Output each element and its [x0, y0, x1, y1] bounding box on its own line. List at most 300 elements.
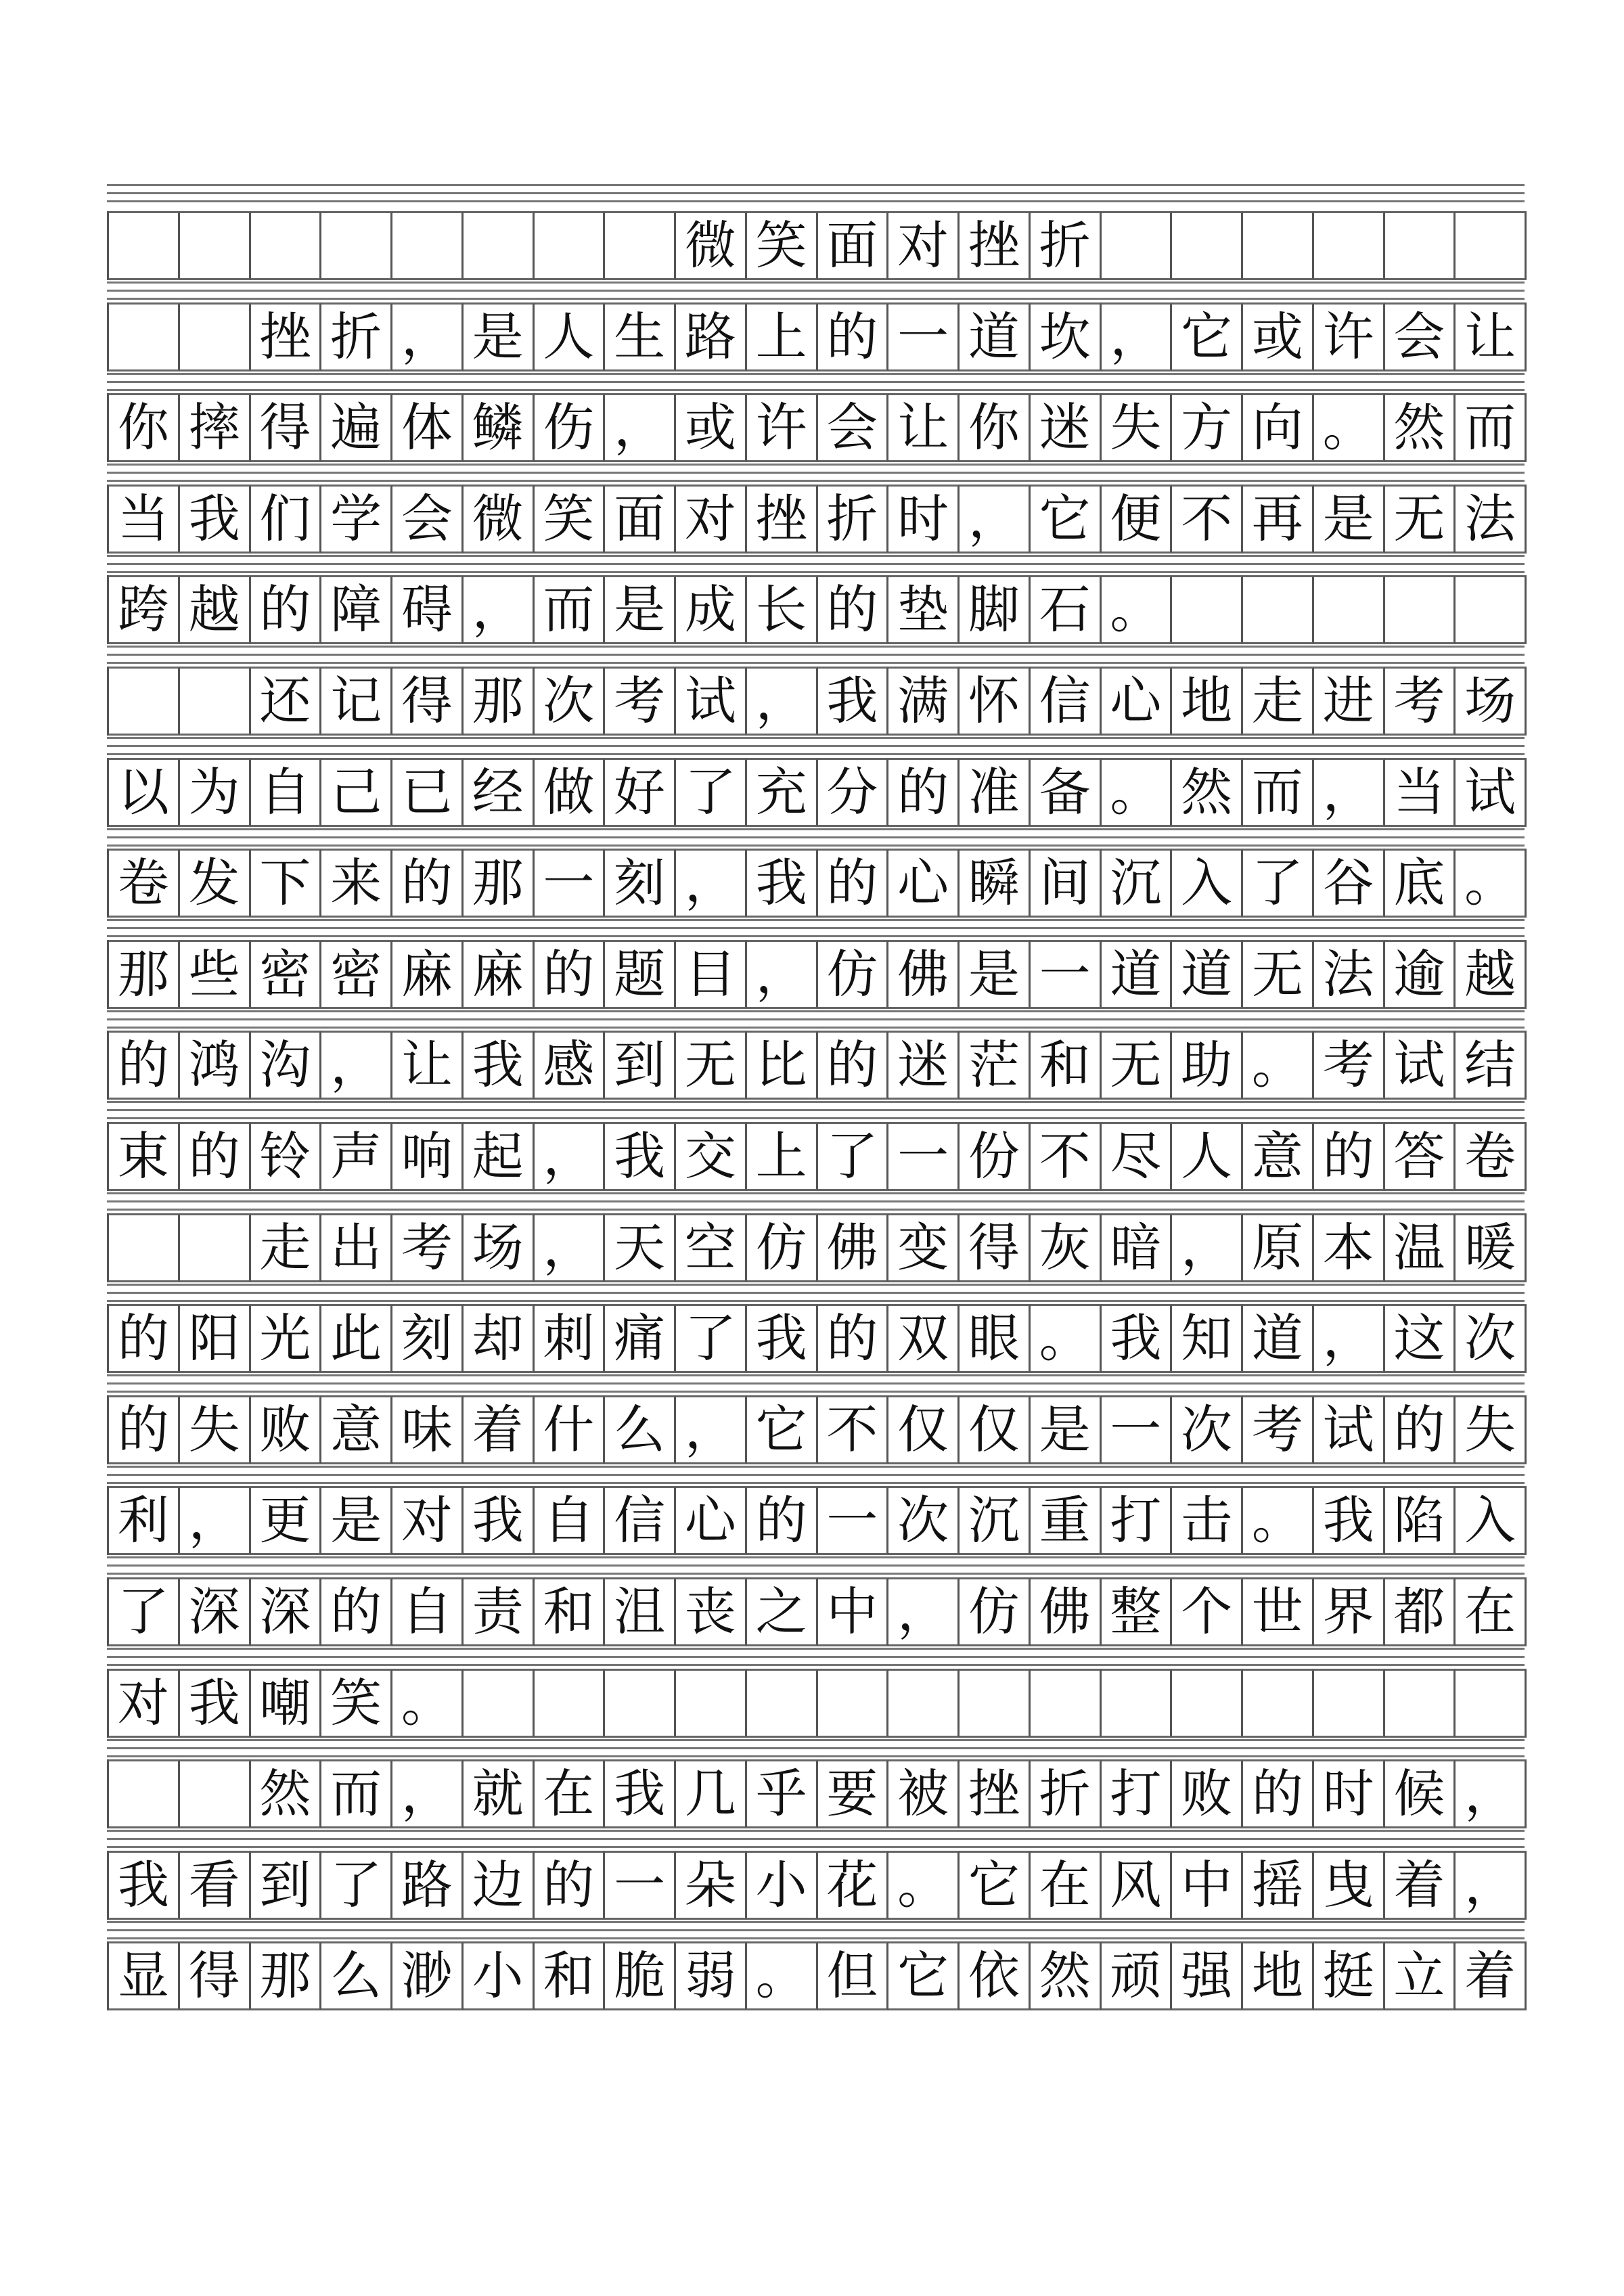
grid-cell: 深 — [180, 1577, 251, 1646]
grid-cell: 朵 — [676, 1851, 747, 1920]
grid-cell: 它 — [1031, 485, 1102, 554]
text-row — [107, 302, 1527, 372]
text-row — [107, 849, 1527, 918]
grid-cell: 己 — [321, 758, 392, 827]
text-row — [107, 758, 1527, 827]
grid-cell: 地 — [1172, 667, 1243, 736]
grid-cell: 无 — [1385, 485, 1456, 554]
grid-cell: 是 — [464, 302, 535, 372]
grid-cell: 责 — [464, 1577, 535, 1646]
text-row — [107, 393, 1527, 462]
grid-cell — [1102, 211, 1173, 280]
grid-cell: 交 — [676, 1122, 747, 1191]
grid-cell: 败 — [251, 1395, 322, 1464]
separator-lines — [107, 828, 1525, 847]
text-row — [107, 1851, 1527, 1920]
grid-cell: 弱 — [676, 1941, 747, 2010]
grid-cell: 题 — [605, 940, 676, 1009]
separator-lines — [107, 1284, 1525, 1303]
grid-cell: 入 — [1456, 1486, 1527, 1555]
grid-cell: 刻 — [605, 849, 676, 918]
grid-cell: 然 — [1385, 393, 1456, 462]
grid-cell: 了 — [676, 1304, 747, 1373]
grid-cell: 试 — [676, 667, 747, 736]
grid-cell: 束 — [109, 1122, 180, 1191]
grid-cell: 失 — [180, 1395, 251, 1464]
grid-cell: 打 — [1102, 1486, 1173, 1555]
grid-cell — [464, 211, 535, 280]
grid-cell: 次 — [1456, 1304, 1527, 1373]
grid-cell — [1456, 211, 1527, 280]
grid-cell — [1456, 1669, 1527, 1738]
grid-cell: 我 — [605, 1122, 676, 1191]
grid-cell: 面 — [818, 211, 889, 280]
grid-cell: 再 — [1243, 485, 1314, 554]
grid-cell: 考 — [392, 1213, 464, 1282]
grid-cell: 。 — [1031, 1304, 1102, 1373]
grid-cell: 自 — [535, 1486, 606, 1555]
grid-cell: 你 — [960, 393, 1031, 462]
text-row — [107, 1395, 1527, 1464]
grid-cell: 。 — [747, 1941, 818, 2010]
grid-cell: 底 — [1385, 849, 1456, 918]
grid-cell: 心 — [676, 1486, 747, 1555]
grid-cell: 击 — [1172, 1486, 1243, 1555]
grid-cell: 。 — [392, 1669, 464, 1738]
grid-cell: 而 — [1243, 758, 1314, 827]
grid-cell — [1385, 211, 1456, 280]
grid-cell: 知 — [1172, 1304, 1243, 1373]
grid-cell: ， — [1456, 1759, 1527, 1828]
grid-cell: 打 — [1102, 1759, 1173, 1828]
grid-cell: 要 — [818, 1759, 889, 1828]
grid-cell: ， — [888, 1577, 960, 1646]
grid-cell: ， — [1314, 1304, 1385, 1373]
grid-cell: 在 — [535, 1759, 606, 1828]
grid-cell — [1385, 575, 1456, 644]
grid-cell: 着 — [1385, 1851, 1456, 1920]
grid-cell: 是 — [605, 575, 676, 644]
grid-cell: 都 — [1385, 1577, 1456, 1646]
grid-cell: 会 — [392, 485, 464, 554]
text-row — [107, 667, 1527, 736]
separator-lines — [107, 555, 1525, 574]
grid-cell: 心 — [1102, 667, 1173, 736]
grid-cell: ， — [747, 667, 818, 736]
grid-cell — [180, 667, 251, 736]
grid-cell: ， — [1172, 1213, 1243, 1282]
grid-cell — [1314, 1669, 1385, 1738]
grid-cell: 会 — [818, 393, 889, 462]
grid-cell: 无 — [676, 1031, 747, 1100]
grid-cell: 摔 — [180, 393, 251, 462]
grid-cell: 做 — [535, 758, 606, 827]
grid-cell: 发 — [180, 849, 251, 918]
grid-cell: 在 — [1456, 1577, 1527, 1646]
grid-cell: 显 — [109, 1941, 180, 2010]
grid-cell: 一 — [1102, 1395, 1173, 1464]
grid-cell: 入 — [1172, 849, 1243, 918]
grid-cell — [605, 1669, 676, 1738]
grid-cell: 体 — [392, 393, 464, 462]
grid-cell: 光 — [251, 1304, 322, 1373]
text-row — [107, 1486, 1527, 1555]
grid-cell: 的 — [109, 1031, 180, 1100]
grid-cell — [818, 1669, 889, 1738]
grid-cell: 无 — [1102, 1031, 1173, 1100]
grid-cell: 向 — [1243, 393, 1314, 462]
grid-cell: 。 — [1456, 849, 1527, 918]
separator-lines — [107, 282, 1525, 300]
grid-cell: 而 — [535, 575, 606, 644]
grid-cell: 强 — [1172, 1941, 1243, 2010]
grid-cell: 温 — [1385, 1213, 1456, 1282]
grid-cell: 路 — [392, 1851, 464, 1920]
grid-cell: 和 — [535, 1577, 606, 1646]
grid-cell: 经 — [464, 758, 535, 827]
grid-cell: 立 — [1385, 1941, 1456, 2010]
grid-cell: 分 — [818, 758, 889, 827]
grid-cell: 然 — [1172, 758, 1243, 827]
grid-cell: 瞬 — [960, 849, 1031, 918]
grid-cell: 了 — [818, 1122, 889, 1191]
grid-cell: 小 — [464, 1941, 535, 2010]
grid-cell: 仿 — [747, 1213, 818, 1282]
grid-cell: 就 — [464, 1759, 535, 1828]
grid-cell: 考 — [1243, 1395, 1314, 1464]
text-row — [107, 1031, 1527, 1100]
grid-cell: 是 — [1031, 1395, 1102, 1464]
grid-cell: 茫 — [960, 1031, 1031, 1100]
grid-cell: 陷 — [1385, 1486, 1456, 1555]
grid-cell: 卷 — [109, 849, 180, 918]
grid-cell: 法 — [1314, 940, 1385, 1009]
grid-cell: 当 — [1385, 758, 1456, 827]
grid-cell: 怀 — [960, 667, 1031, 736]
grid-cell: 得 — [251, 393, 322, 462]
grid-cell: ， — [464, 575, 535, 644]
grid-cell: 的 — [251, 575, 322, 644]
grid-cell: 的 — [888, 758, 960, 827]
grid-cell: 挫 — [960, 211, 1031, 280]
grid-cell: 一 — [605, 1851, 676, 1920]
grid-cell: 和 — [1031, 1031, 1102, 1100]
grid-cell: 成 — [676, 575, 747, 644]
grid-cell: 时 — [888, 485, 960, 554]
grid-cell: 脆 — [605, 1941, 676, 2010]
grid-cell: 佛 — [888, 940, 960, 1009]
grid-cell: 佛 — [1031, 1577, 1102, 1646]
grid-cell: 的 — [818, 1304, 889, 1373]
grid-cell: ， — [605, 393, 676, 462]
separator-lines — [107, 646, 1525, 665]
grid-cell: 失 — [1102, 393, 1173, 462]
grid-cell: 痛 — [605, 1304, 676, 1373]
grid-cell: 沮 — [605, 1577, 676, 1646]
grid-cell: 考 — [605, 667, 676, 736]
grid-cell: 障 — [321, 575, 392, 644]
grid-cell: 灰 — [1031, 1213, 1102, 1282]
grid-cell: 的 — [109, 1304, 180, 1373]
grid-cell — [1102, 1669, 1173, 1738]
grid-cell: 我 — [1314, 1486, 1385, 1555]
grid-cell: 试 — [1456, 758, 1527, 827]
grid-cell — [109, 211, 180, 280]
grid-cell: 满 — [888, 667, 960, 736]
grid-cell: 道 — [1172, 940, 1243, 1009]
grid-cell: 麻 — [464, 940, 535, 1009]
grid-cell: 我 — [605, 1759, 676, 1828]
grid-cell: 无 — [1243, 940, 1314, 1009]
grid-cell: 心 — [888, 849, 960, 918]
grid-cell: 了 — [1243, 849, 1314, 918]
grid-cell: 走 — [1243, 667, 1314, 736]
grid-cell — [960, 1669, 1031, 1738]
grid-cell: 的 — [109, 1395, 180, 1464]
separator-lines — [107, 184, 1525, 203]
grid-cell: 被 — [888, 1759, 960, 1828]
separator-lines — [107, 373, 1525, 392]
text-row — [107, 1577, 1527, 1646]
grid-cell: 但 — [818, 1941, 889, 2010]
grid-cell: 起 — [464, 1122, 535, 1191]
grid-cell — [464, 1669, 535, 1738]
grid-cell — [180, 1213, 251, 1282]
separator-lines — [107, 1921, 1525, 1940]
grid-cell: 挺 — [1314, 1941, 1385, 2010]
grid-cell: 对 — [676, 485, 747, 554]
grid-cell: 不 — [1172, 485, 1243, 554]
grid-cell: 谷 — [1314, 849, 1385, 918]
grid-cell: 个 — [1172, 1577, 1243, 1646]
grid-cell: 丧 — [676, 1577, 747, 1646]
separator-lines — [107, 1466, 1525, 1485]
text-row — [107, 1941, 1527, 2010]
grid-cell: 让 — [1456, 302, 1527, 372]
grid-cell: 空 — [676, 1213, 747, 1282]
grid-cell: 了 — [321, 1851, 392, 1920]
grid-cell: 些 — [180, 940, 251, 1009]
grid-cell: 深 — [251, 1577, 322, 1646]
grid-cell: 响 — [392, 1122, 464, 1191]
text-row — [107, 1669, 1527, 1738]
grid-cell: 在 — [1031, 1851, 1102, 1920]
grid-cell: 试 — [1385, 1031, 1456, 1100]
grid-cell: 依 — [960, 1941, 1031, 2010]
grid-cell: 是 — [1314, 485, 1385, 554]
grid-cell: ， — [1456, 1851, 1527, 1920]
separator-lines — [107, 1830, 1525, 1849]
grid-cell: ， — [1314, 758, 1385, 827]
grid-cell: 之 — [747, 1577, 818, 1646]
grid-cell: 阳 — [180, 1304, 251, 1373]
grid-cell: 更 — [251, 1486, 322, 1555]
grid-cell: 沟 — [251, 1031, 322, 1100]
grid-cell: 我 — [180, 1669, 251, 1738]
grid-cell: 此 — [321, 1304, 392, 1373]
grid-cell: 刺 — [535, 1304, 606, 1373]
grid-cell: 尽 — [1102, 1122, 1173, 1191]
grid-cell: 着 — [1456, 1941, 1527, 2010]
grid-cell: 的 — [392, 849, 464, 918]
grid-cell: 折 — [818, 485, 889, 554]
grid-cell: 而 — [1456, 393, 1527, 462]
grid-cell: 迷 — [888, 1031, 960, 1100]
grid-cell: 然 — [1031, 1941, 1102, 2010]
grid-cell: 一 — [888, 302, 960, 372]
grid-cell: 世 — [1243, 1577, 1314, 1646]
separator-lines — [107, 1010, 1525, 1029]
grid-cell: 的 — [747, 1486, 818, 1555]
grid-cell: 顽 — [1102, 1941, 1173, 2010]
grid-cell: 了 — [676, 758, 747, 827]
grid-cell: 它 — [960, 1851, 1031, 1920]
grid-cell: 暖 — [1456, 1213, 1527, 1282]
grid-cell: 一 — [818, 1486, 889, 1555]
grid-cell: 界 — [1314, 1577, 1385, 1646]
grid-cell: 花 — [818, 1851, 889, 1920]
grid-cell: 地 — [1243, 1941, 1314, 2010]
grid-cell: 那 — [464, 849, 535, 918]
grid-cell: 。 — [888, 1851, 960, 1920]
grid-cell: 然 — [251, 1759, 322, 1828]
grid-cell — [1314, 575, 1385, 644]
grid-cell: 份 — [960, 1122, 1031, 1191]
grid-cell: 一 — [1031, 940, 1102, 1009]
grid-cell: 么 — [321, 1941, 392, 2010]
grid-cell: 曳 — [1314, 1851, 1385, 1920]
grid-cell: 的 — [1243, 1759, 1314, 1828]
grid-cell: 和 — [535, 1941, 606, 2010]
grid-cell: 沉 — [960, 1486, 1031, 1555]
text-row — [107, 485, 1527, 554]
text-row — [107, 1213, 1527, 1282]
title-row — [107, 211, 1527, 280]
grid-cell: 一 — [888, 1122, 960, 1191]
grid-cell: 变 — [888, 1213, 960, 1282]
grid-cell: ， — [535, 1213, 606, 1282]
grid-cell: 的 — [818, 1031, 889, 1100]
grid-cell: 么 — [605, 1395, 676, 1464]
grid-cell: 嘲 — [251, 1669, 322, 1738]
text-row — [107, 940, 1527, 1009]
grid-cell: 比 — [747, 1031, 818, 1100]
grid-cell: 不 — [1031, 1122, 1102, 1191]
grid-cell: 却 — [464, 1304, 535, 1373]
grid-cell: 天 — [605, 1213, 676, 1282]
grid-cell — [109, 667, 180, 736]
grid-cell: ， — [747, 940, 818, 1009]
grid-cell — [392, 211, 464, 280]
grid-cell: 我 — [1102, 1304, 1173, 1373]
grid-cell — [535, 1669, 606, 1738]
grid-cell: 眼 — [960, 1304, 1031, 1373]
grid-cell: 或 — [676, 393, 747, 462]
grid-cell: 会 — [1385, 302, 1456, 372]
grid-cell: 我 — [109, 1851, 180, 1920]
grid-cell: 答 — [1385, 1122, 1456, 1191]
grid-cell: 备 — [1031, 758, 1102, 827]
grid-cell: 便 — [1102, 485, 1173, 554]
grid-cell: 跨 — [109, 575, 180, 644]
grid-cell: 信 — [1031, 667, 1102, 736]
grid-cell — [747, 1669, 818, 1738]
grid-cell: 我 — [180, 485, 251, 554]
grid-cell — [535, 211, 606, 280]
grid-cell: 中 — [818, 1577, 889, 1646]
grid-cell: 沉 — [1102, 849, 1173, 918]
grid-cell — [1385, 1669, 1456, 1738]
grid-cell: 场 — [1456, 667, 1527, 736]
grid-cell: 候 — [1385, 1759, 1456, 1828]
grid-cell: 笑 — [747, 211, 818, 280]
grid-cell: 或 — [1243, 302, 1314, 372]
grid-cell: 下 — [251, 849, 322, 918]
grid-cell: 的 — [321, 1577, 392, 1646]
grid-cell: 记 — [321, 667, 392, 736]
grid-cell: 面 — [605, 485, 676, 554]
grid-cell: 不 — [818, 1395, 889, 1464]
grid-cell: 目 — [676, 940, 747, 1009]
grid-cell: 助 — [1172, 1031, 1243, 1100]
grid-cell: 得 — [960, 1213, 1031, 1282]
grid-cell: 自 — [392, 1577, 464, 1646]
grid-cell: 失 — [1456, 1395, 1527, 1464]
grid-cell: 意 — [321, 1395, 392, 1464]
separator-lines — [107, 464, 1525, 482]
grid-cell: 以 — [109, 758, 180, 827]
grid-cell: 微 — [676, 211, 747, 280]
composition-grid-paper — [107, 184, 1525, 2021]
grid-cell: 它 — [1172, 302, 1243, 372]
grid-cell: 密 — [321, 940, 392, 1009]
grid-cell: 人 — [1172, 1122, 1243, 1191]
grid-cell: 挫 — [747, 485, 818, 554]
grid-cell: 次 — [535, 667, 606, 736]
grid-cell: 双 — [888, 1304, 960, 1373]
grid-cell: 感 — [535, 1031, 606, 1100]
grid-cell: 自 — [251, 758, 322, 827]
grid-cell: 迷 — [1031, 393, 1102, 462]
grid-cell: 笑 — [535, 485, 606, 554]
grid-cell — [109, 302, 180, 372]
grid-cell: 败 — [1172, 1759, 1243, 1828]
grid-cell: 挫 — [960, 1759, 1031, 1828]
grid-cell: 中 — [1172, 1851, 1243, 1920]
grid-cell: 逾 — [1385, 940, 1456, 1009]
grid-cell: 让 — [392, 1031, 464, 1100]
grid-cell: 进 — [1314, 667, 1385, 736]
grid-cell: 法 — [1456, 485, 1527, 554]
grid-cell: 是 — [321, 1486, 392, 1555]
grid-cell: 味 — [392, 1395, 464, 1464]
grid-cell: 而 — [321, 1759, 392, 1828]
grid-cell: 越 — [1456, 940, 1527, 1009]
grid-cell: 准 — [960, 758, 1031, 827]
grid-cell: 什 — [535, 1395, 606, 1464]
text-row — [107, 1759, 1527, 1828]
grid-cell: 。 — [1314, 393, 1385, 462]
grid-cell: 着 — [464, 1395, 535, 1464]
grid-cell: 微 — [464, 485, 535, 554]
grid-cell: 石 — [1031, 575, 1102, 644]
grid-cell — [109, 1213, 180, 1282]
grid-cell: 当 — [109, 485, 180, 554]
grid-cell: 我 — [747, 849, 818, 918]
grid-cell: 的 — [1314, 1122, 1385, 1191]
grid-cell: 鸿 — [180, 1031, 251, 1100]
grid-cell — [1243, 575, 1314, 644]
